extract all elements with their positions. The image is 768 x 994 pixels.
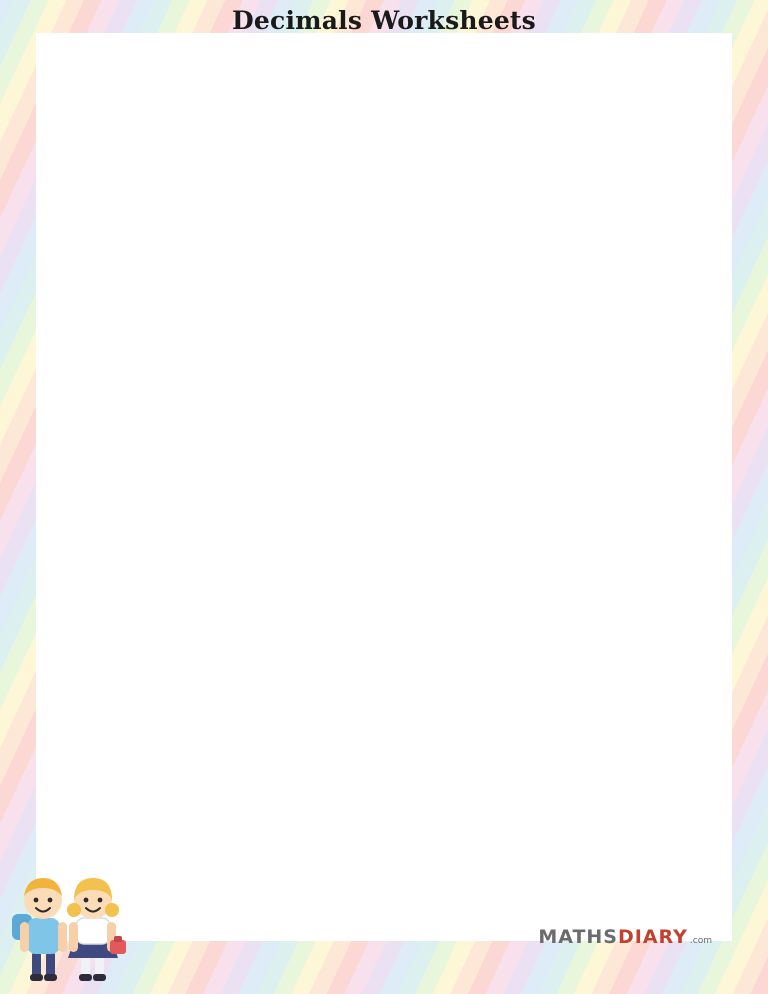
kids-illustration-icon xyxy=(6,866,156,986)
logo-com-text: .com xyxy=(689,936,712,946)
logo-maths-text: MATHS xyxy=(538,926,618,948)
page-title-band xyxy=(0,0,768,40)
worksheet-sheet xyxy=(36,33,732,941)
logo-diary-text: DIARY xyxy=(618,926,688,948)
site-logo xyxy=(538,926,712,948)
page-title: Decimals Worksheets xyxy=(232,5,536,35)
